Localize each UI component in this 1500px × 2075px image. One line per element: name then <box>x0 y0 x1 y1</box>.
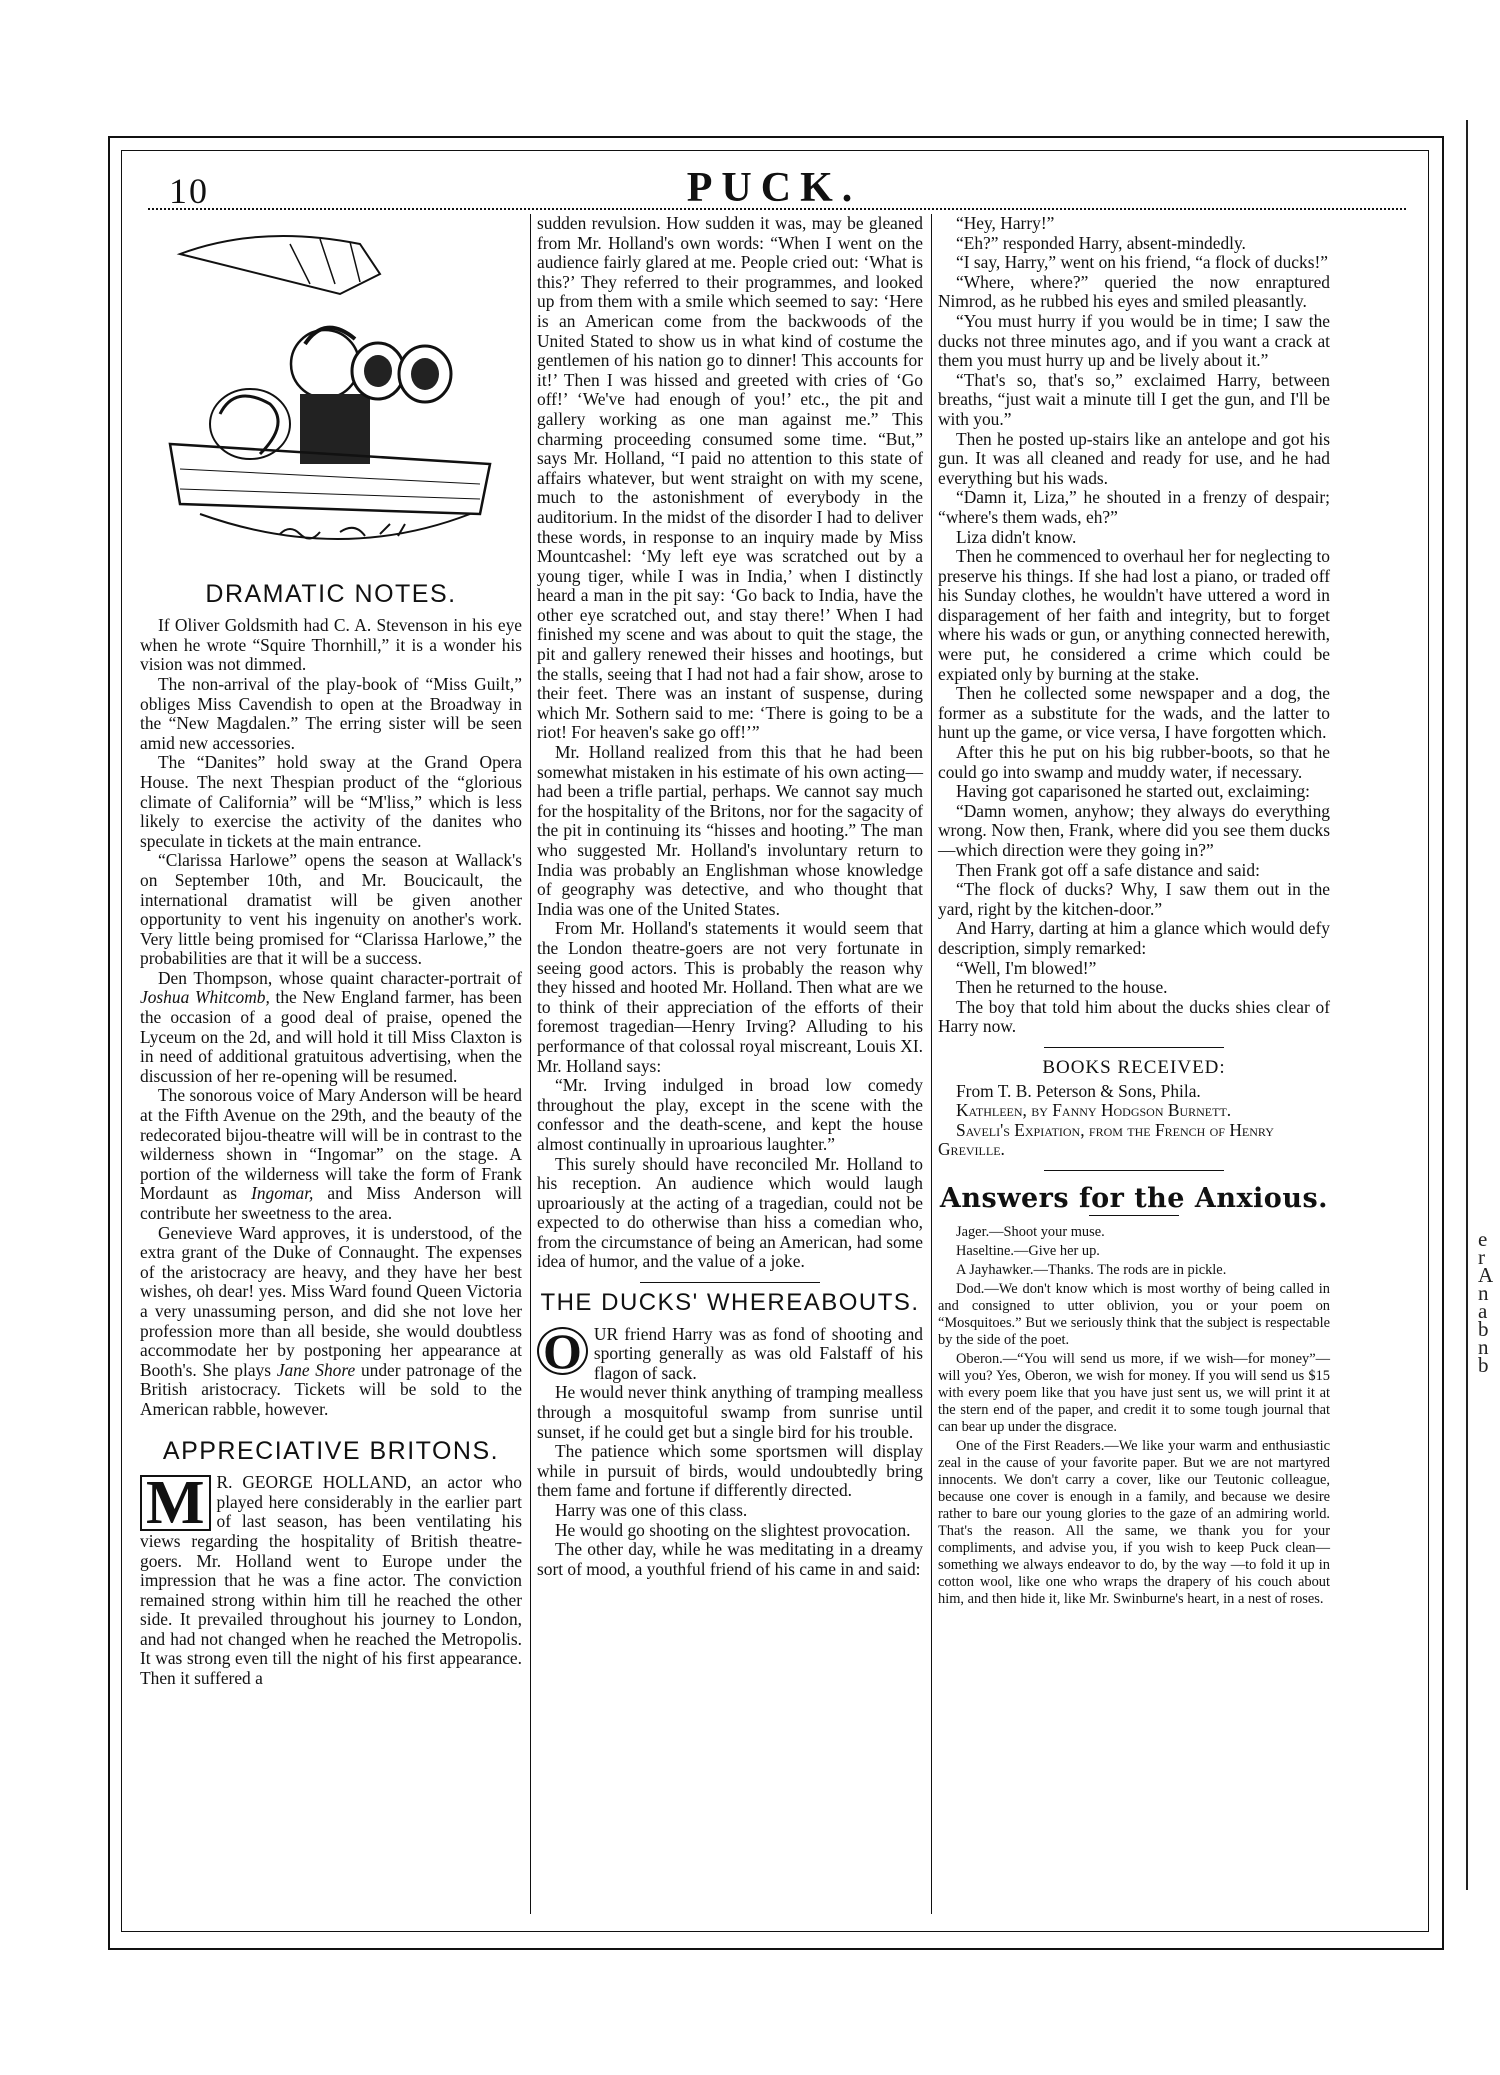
ducks-dialogue: Then he returned to the house. <box>956 977 1168 998</box>
section-divider <box>640 1282 820 1283</box>
ducks-dialogue: “The flock of ducks? Why, I saw them out in the yard, right by the kitchen-door.” <box>938 879 1330 919</box>
column-2 <box>537 214 923 1579</box>
ducks-dialogue: And Harry, darting at him a glance which would defy description, simply remarked: <box>938 918 1330 958</box>
ducks-paragraph: O UR friend Harry was as fond of shooting and sporting generally as was old Falstaff of his flagon of sack. <box>537 1325 923 1384</box>
ducks-paragraph: He would never think anything of tramping mealless through a mosquitoful swamp from sunrise until sunset, if he could get but a single bird for his trouble. <box>537 1382 923 1442</box>
dramatic-note: The non-arrival of the play-book of “Miss Guilt,” obliges Miss Cavendish to open at the Broadway in the “New Magdalen.” The erring sister will be seen amid new accessories. <box>140 673 522 753</box>
book-entry: Saveli's Expiation, from the French of Henry Greville. <box>938 1119 1274 1160</box>
drop-cap: O <box>537 1327 588 1375</box>
book-entry: Kathleen, by Fanny Hodgson Burnett. <box>956 1100 1232 1121</box>
masthead: PUCK. <box>686 165 862 211</box>
column-rule-1 <box>530 214 531 1914</box>
britons-continued: sudden revulsion. How sudden it was, may be gleaned from Mr. Holland's own words: “When I went on the audience fairly glared at me. People cried out: ‘What is this?’ They referred to their programmes, and looked up from them with a smile which seemed to say: ‘Here is an American come from the backwoods of the United Stated to show us in what kind of costume the gentlemen of his nation go to dinner! This accounts for it!’ Then I was hissed and greeted with cries of ‘Go off!’ ‘We've had enough of you!’ etc., the pit and gallery working as one man against me.” This charming proceeding consumed some time. “But,” says Mr. Holland, “I paid no attention to this state of affairs whatever, but went straight on with my scene, much to the astonishment of everybody in the auditorium. In the midst of the disorder I had to deliver these words, in response to an inquiry made by Miss Mountcashel: ‘My left eye was scratched out by a young tiger, while I was in India,’ when I distinctly heard a man in the pit say: ‘Go back to India, have the other eye scratched out, and stay there!’ When I had finished my scene and was about to quit the stage, the pit and gallery renewed their hisses and hootings, but the stalls, seeing that I had not had a fair show, arose to their feet. There was an instant of suspense, during which Mr. Sothern said to me: ‘There is going to be a riot! For heaven's sake go off!’” <box>537 213 923 743</box>
books-received <box>938 1058 1330 1160</box>
dramatic-note: Den Thompson, whose quaint character-portrait of Joshua Whitcomb, the New England farmer, has been the occasion of a good deal of praise, opened the Lyceum on the 2d, and will hold it till Miss Claxton is in need of additional gratuitous advertising, when the discussion of her re-opening will be resumed. <box>140 967 522 1086</box>
drop-cap: M <box>140 1475 211 1531</box>
ducks-paragraph: He would go shooting on the slightest provocation. <box>555 1519 911 1540</box>
books-received-heading: BOOKS RECEIVED: <box>1042 1056 1226 1078</box>
ducks-dialogue: Then he posted up-stairs like an antelope and got his gun. It was all cleaned and ready for use, and he had everything but his wads. <box>938 428 1330 488</box>
answer-item: Oberon.—“You will send us more, if we wish—for money”—will you? Yes, Oberon, we wish for money. If you will send us $15 with every poem like that you have just sent us, we will print it at the stern end of the paper, and credit it to some tough journal that can bear up under the disgrace. <box>938 1350 1330 1435</box>
site-watermark: comicbooks.com <box>1197 2019 1474 2056</box>
ducks-dialogue: “Damn women, anyhow; they always do everything wrong. Now then, Frank, where did you see them ducks—which direction were they going in?” <box>938 800 1330 860</box>
answer-item: Haseltine.—Give her up. <box>956 1242 1100 1259</box>
britons-paragraph: Mr. Holland realized from this that he had been somewhat mistaken in his estimate of his own acting—had been a trifle partial, perhaps. We cannot say much for the hospitality of the Britons, nor for the sagacity of the pit in continuing its “hisses and hooting.” The man who suggested Mr. Holland's involuntary return to India was probably an Englishman whose knowledge of geography was detective, and who thought that India was one of the United States. <box>537 742 923 919</box>
answer-item: Dod.—We don't know which is most worthy of being called in and consigned to utter oblivion, you or your poem on “Mosquitoes.” But we seriously think that the subject is respectable by the side of the poet. <box>938 1280 1330 1348</box>
answer-item: Jager.—Shoot your muse. <box>956 1223 1105 1240</box>
answer-item: A Jayhawker.—Thanks. The rods are in pickle. <box>956 1261 1227 1278</box>
adjacent-page-letters: e r A n a b n b <box>1478 1227 1494 1377</box>
dramatic-note: “Clarissa Harlowe” opens the season at Wallack's on September 10th, and Mr. Boucicault, the international dramatist will be given another opportunity to vent his ingenuity on another's work. Very little being promised for “Clarissa Harlowe,” the probabilities are that it will be a success. <box>140 850 522 969</box>
britons-quote: “Mr. Irving indulged in broad low comedy throughout the play, except in the scene with the confessor and the death-scene, and kept the house almost continually in uproarious laughter.” <box>537 1075 923 1154</box>
section-divider <box>1089 1215 1179 1216</box>
ducks-paragraph: The other day, while he was meditating in a dreamy sort of mood, a youthful friend of his came in and said: <box>537 1539 923 1579</box>
column-3 <box>938 214 1330 1610</box>
ducks-dialogue: “I say, Harry,” went on his friend, “a flock of ducks!” <box>956 252 1328 273</box>
ducks-dialogue: “Damn it, Liza,” he shouted in a frenzy of despair; “where's them wads, eh?” <box>938 487 1330 527</box>
theatre-box-illustration <box>140 214 522 564</box>
ducks-heading: THE DUCKS' WHEREABOUTS. <box>540 1289 920 1317</box>
dramatic-notes-heading: DRAMATIC NOTES. <box>205 579 457 608</box>
dramatic-note: If Oliver Goldsmith had C. A. Stevenson in his eye when he wrote “Squire Thornhill,” it is a wonder his vision was not dimmed. <box>140 615 522 675</box>
britons-paragraph: This surely should have reconciled Mr. Holland to his reception. An audience which would laugh uproariously at the acting of a tragedian, could not be expected to do otherwise than hiss a comedian who, from the circumstance of being an American, had some idea of humor, and the value of a joke. <box>537 1153 923 1272</box>
page-header <box>121 160 1427 210</box>
ducks-dialogue: Then Frank got off a safe distance and said: <box>956 859 1260 880</box>
ducks-dialogue: Then he collected some newspaper and a dog, the former as a substitute for the wads, and the latter to hunt up the game, or vice versa, I have forgotten which. <box>938 683 1330 743</box>
books-publisher: From T. B. Peterson & Sons, Phila. <box>956 1080 1201 1101</box>
ducks-dialogue: “That's so, that's so,” exclaimed Harry, between breaths, “just wait a minute till I get the gun, and I'll be with you.” <box>938 369 1330 429</box>
dramatic-note: Genevieve Ward approves, it is understood, of the extra grant of the Duke of Connaught. The expenses of the aristocracy are heavy, and they have her best wishes, oh dear! yes. Miss Ward found Queen Victoria a very unassuming person, and did she not love her profession more than all beside, she would doubtless accommodate her by postponing her appearance at Booth's. She plays Jane Shore under patronage of the British aristocracy. Tickets will be sold to the American rabble, however. <box>140 1222 522 1419</box>
dramatic-note: The “Danites” hold sway at the Grand Opera House. The next Thespian product of the “glorious climate of California” will be “M'liss,” which is less likely to exercise the activity of the danites who speculate in tickets at the main entrance. <box>140 752 522 851</box>
adjacent-page-edge <box>1438 0 1500 2075</box>
ducks-dialogue: After this he put on his big rubber-boots, so that he could go into swamp and muddy water, if necessary. <box>938 742 1330 782</box>
page-number: 10 <box>169 171 209 211</box>
answers-heading: Answers for the Anxious. <box>939 1182 1329 1214</box>
ducks-dialogue: “You must hurry if you would be in time; I saw the ducks not three minutes ago, and if you want a crack at them you must hurry up and be lively about it.” <box>938 310 1330 371</box>
appreciative-britons-heading: APPRECIATIVE BRITONS. <box>162 1436 500 1465</box>
section-divider <box>1044 1047 1224 1048</box>
britons-paragraph: M R. GEORGE HOLLAND, an actor who played here considerably in the earlier part of last season, has been ventilating his views regarding the hospitality of British theatre-goers. Mr. Holland went to Europe under the impression that he was a fine actor. The conviction remained strong within him till he reached the other side. It prevailed throughout his journey to London, and had not changed when he reached the Metropolis. It was strong even till the night of his first appearance. Then it suffered a <box>140 1469 522 1689</box>
column-rule-2 <box>931 214 932 1914</box>
ducks-dialogue: “Well, I'm blowed!” <box>956 957 1097 978</box>
ducks-dialogue: Liza didn't know. <box>956 526 1077 547</box>
ducks-dialogue: Then he commenced to overhaul her for neglecting to preserve his things. If she had lost a piano, or traded off his Sunday clothes, he wouldn't have uttered a word in disparagement of her faith and integrity, but to forget where his wads or gun, or anything connected herewith, were put, he considered a crime which could be expiated only by burning at the stake. <box>938 546 1330 684</box>
dramatic-note: The sonorous voice of Mary Anderson will be heard at the Fifth Avenue on the 29th, and the beauty of the redecorated bijou-theatre will will be in contrast to the wilderness shown in “Ingomar” on the stage. A portion of the wilderness will take the form of Frank Mordaunt as Ingomar, and Miss Anderson will contribute her sweetness to the area. <box>140 1085 522 1223</box>
answer-item: One of the First Readers.—We like your warm and enthusiastic zeal in the cause of your favorite paper. But we are not martyred innocents. We don't carry a cover, like our Teutonic colleague, because one cover is enough in a family, and because we desire rather to bare our young glories to the gaze of an admiring world. That's the reason. All the same, we thank you for your compliments, and advise you, if you wish to keep Puck clean—something we always endeavor to do, by the way —to fold it up in cotton wool, like one who wraps the drapery of his couch about him, and then hide it, like Mr. Swinburne's heart, in a nest of roses. <box>938 1437 1330 1607</box>
section-divider <box>1044 1170 1224 1171</box>
ducks-dialogue: “Hey, Harry!” <box>956 213 1055 233</box>
answers-list <box>938 1224 1330 1608</box>
ducks-dialogue: The boy that told him about the ducks shies clear of Harry now. <box>938 996 1330 1037</box>
britons-paragraph: From Mr. Holland's statements it would seem that the London theatre-goers are not very fortunate in seeing good actors. This is probably the reason why they hissed and hooted Mr. Holland. Then what are we to think of their appreciation of the efforts of their foremost tragedian—Henry Irving? Alluding to his performance of that colossal royal miscreant, Louis XI. Mr. Holland says: <box>537 918 923 1076</box>
ducks-paragraph: The patience which some sportsmen will display while in pursuit of birds, would undoubtedly bring them fame and fortune if differently directed. <box>537 1441 923 1501</box>
ducks-paragraph: Harry was one of this class. <box>555 1500 748 1520</box>
ducks-dialogue: Having got caparisoned he started out, exclaiming: <box>956 781 1310 802</box>
ducks-dialogue: “Eh?” responded Harry, absent-mindedly. <box>956 232 1246 253</box>
column-1 <box>140 214 522 1689</box>
ducks-dialogue: “Where, where?” queried the now enraptured Nimrod, as he rubbed his eyes and smiled pleasantly. <box>938 271 1330 312</box>
header-rule <box>148 208 1406 210</box>
